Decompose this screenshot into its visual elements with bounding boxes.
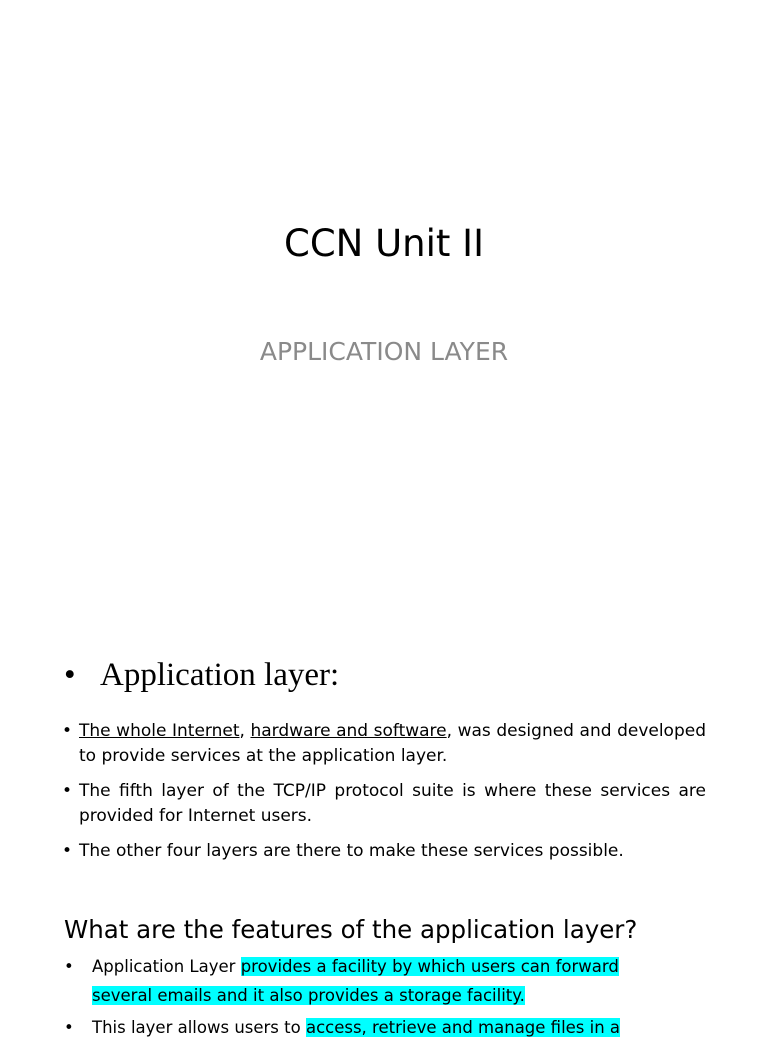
highlighted-text: provides a facility by which users can forward several emails and it also provides a storage facility. — [92, 957, 619, 1005]
list-item — [62, 839, 706, 864]
bullet-text: The other four layers are there to make these services possible. — [79, 841, 624, 861]
list-item — [64, 1013, 674, 1042]
underlined-phrase: The whole Internet — [79, 721, 240, 741]
separator-text: , — [239, 721, 251, 741]
feature-text: This layer allows users to — [92, 1018, 306, 1037]
list-item — [64, 952, 674, 1010]
list-item — [62, 779, 706, 829]
highlighted-text: access, retrieve and manage files in a — [305, 1018, 621, 1037]
heading-bullet: • — [64, 657, 76, 693]
list-item — [62, 719, 706, 769]
features-list — [64, 952, 674, 1045]
body-bullet-list — [62, 719, 706, 874]
underlined-phrase: hardware and software — [250, 721, 447, 741]
section-heading — [64, 652, 339, 698]
section-heading-text: Application layer: — [100, 657, 340, 693]
slide-subtitle: APPLICATION LAYER — [259, 337, 509, 366]
feature-text: Application Layer — [92, 957, 241, 976]
bullet-text: The fifth layer of the TCP/IP protocol suite is where these services are provided for Internet users. — [79, 781, 706, 826]
features-heading: What are the features of the application layer? — [64, 915, 638, 944]
bullet-text: , was designed and developed to provide services at the application layer. — [79, 721, 706, 766]
slide-title: CCN Unit II — [283, 222, 484, 265]
